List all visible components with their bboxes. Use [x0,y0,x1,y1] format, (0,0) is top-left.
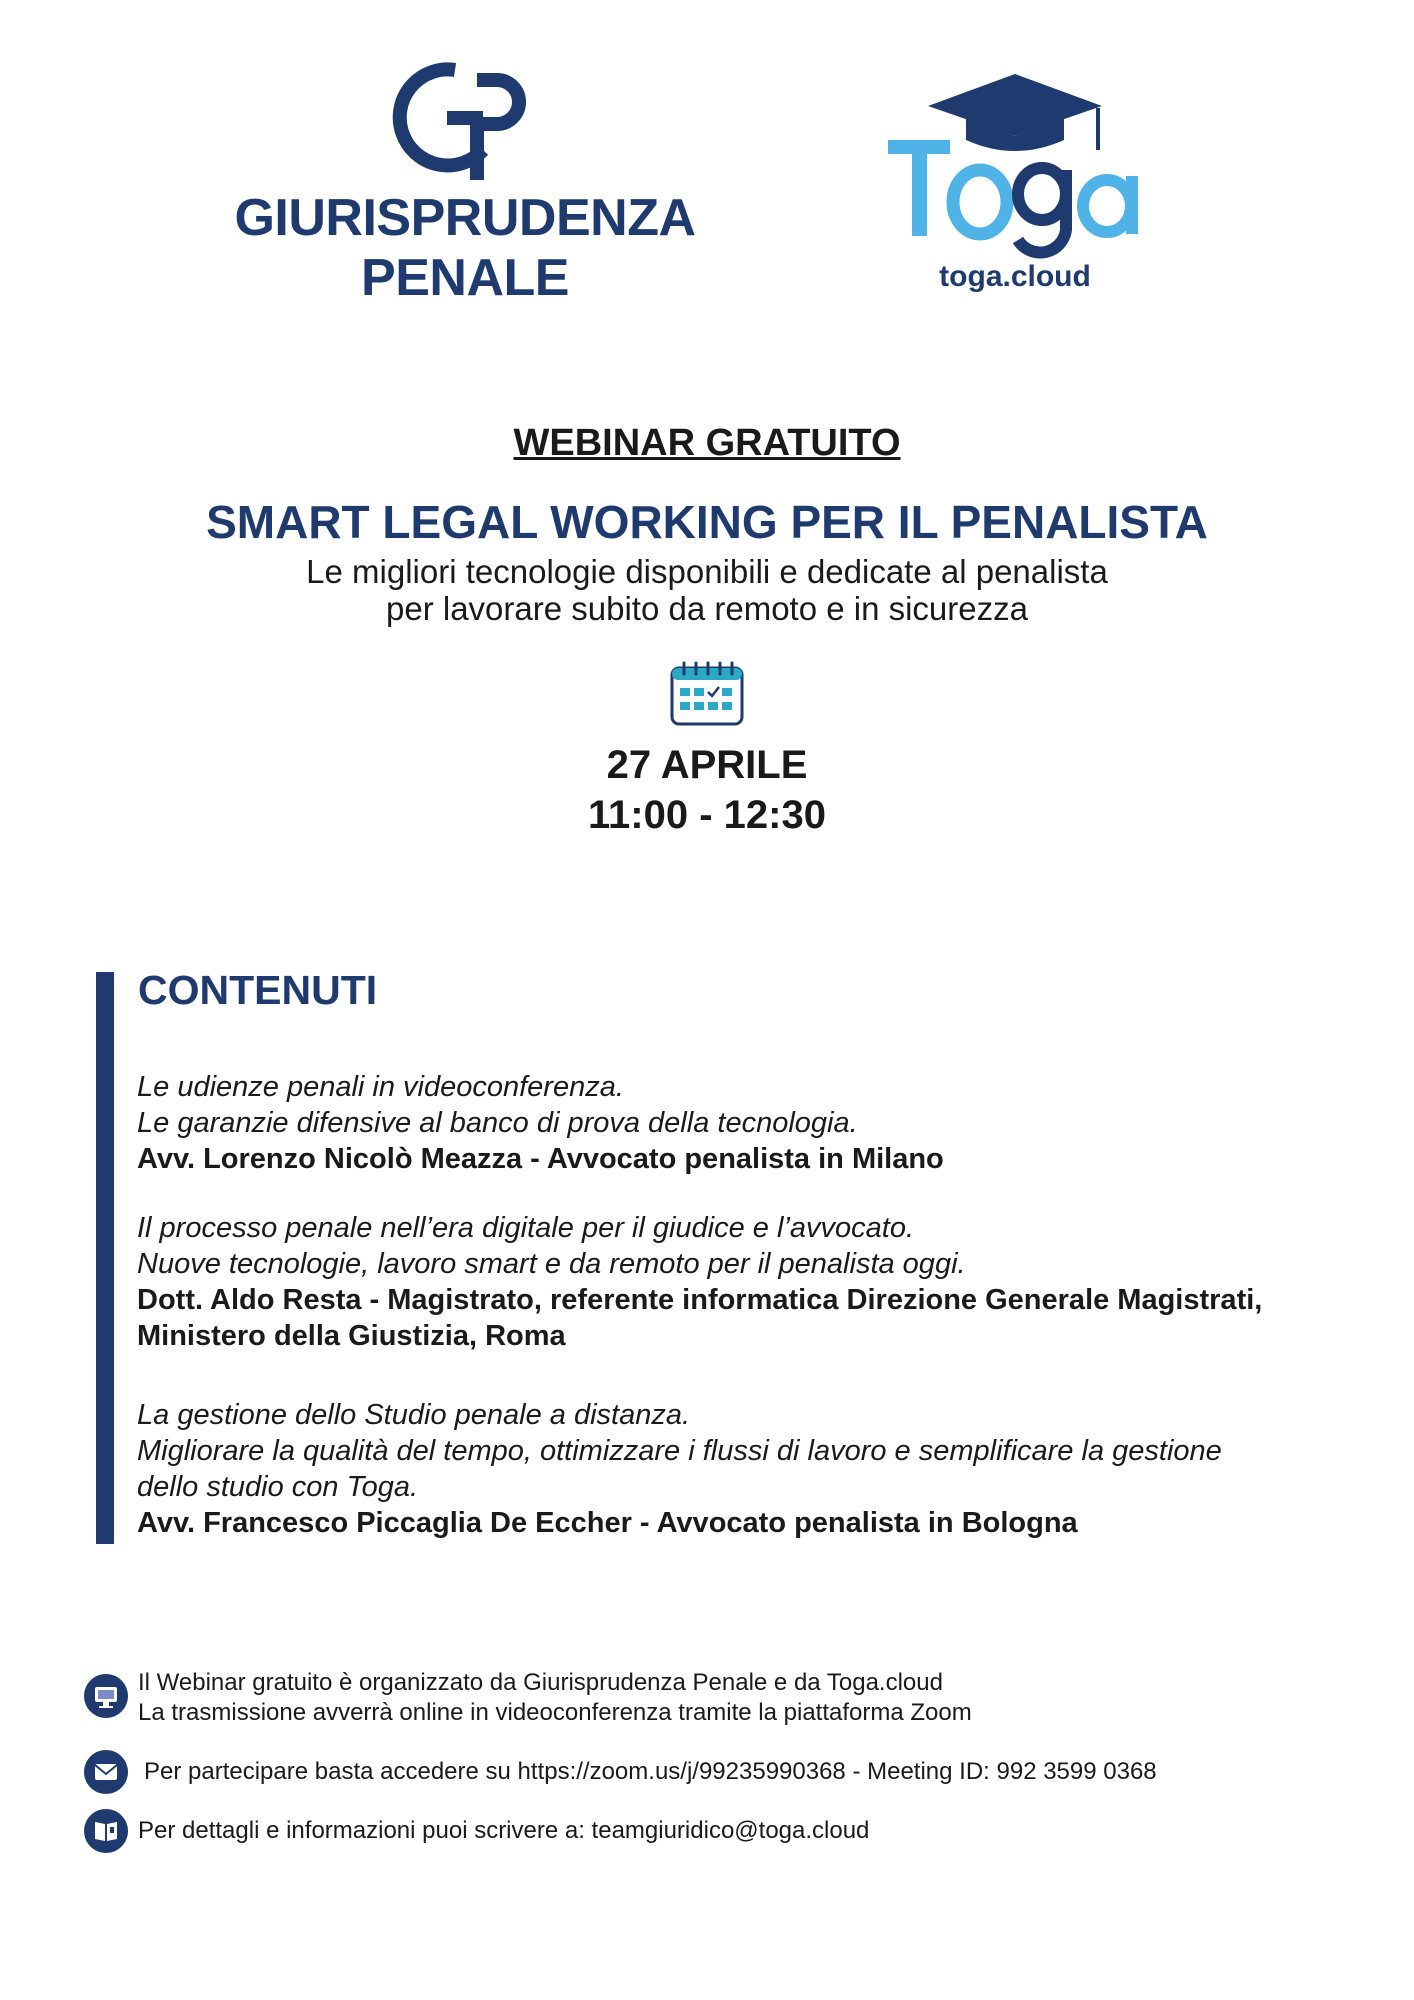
item-2-topic-line-2: Nuove tecnologie, lavoro smart e da remoto per il penalista oggi. [137,1248,966,1280]
book-icon [84,1809,128,1853]
item-3-topic-line-2: Migliorare la qualità del tempo, ottimizzare i flussi di lavoro e semplificare la gestione [137,1435,1222,1467]
monitor-icon [84,1674,128,1718]
section-accent-bar [96,972,114,1544]
subtitle-line-1: Le migliori tecnologie disponibili e dedicate al penalista [306,553,1108,590]
calendar-icon [670,660,744,726]
gp-logo-line2: PENALE [361,249,569,307]
footer-info [138,1668,972,1728]
item-1-topic-line-1: Le udienze penali in videoconferenza. [137,1071,624,1103]
giurisprudenza-penale-logo [225,58,705,308]
item-2-speaker-line-1: Dott. Aldo Resta - Magistrato, referente informatica Direzione Generale Magistrati, [137,1284,1263,1316]
mail-icon [84,1750,128,1794]
content-item-1 [137,1069,1337,1177]
event-time: 11:00 - 12:30 [588,793,826,837]
footer-info-line-2: La trasmissione avverrà online in videoconferenza tramite la piattaforma Zoom [138,1699,972,1726]
item-2-speaker-line-2: Ministero della Giustizia, Roma [137,1320,566,1352]
toga-logo [880,70,1150,310]
event-title: SMART LEGAL WORKING PER IL PENALISTA [206,496,1208,548]
item-3-topic-line-3: dello studio con Toga. [137,1471,419,1503]
gp-logo-line1: GIURISPRUDENZA [234,189,696,247]
subtitle-line-2: per lavorare subito da remoto e in sicurezza [386,590,1028,627]
content-item-2 [137,1210,1337,1354]
webinar-label: WEBINAR GRATUITO [513,422,901,464]
item-2-topic-line-1: Il processo penale nell’era digitale per il giudice e l’avvocato. [137,1212,915,1244]
event-datetime [0,740,1414,840]
gp-monogram-icon [385,58,545,188]
item-3-speaker: Avv. Francesco Piccaglia De Eccher - Avvocato penalista in Bologna [137,1507,1078,1539]
footer-info-line-1: Il Webinar gratuito è organizzato da Giurisprudenza Penale e da Toga.cloud [138,1669,943,1696]
event-date: 27 APRILE [606,743,808,787]
footer-contact: Per dettagli e informazioni puoi scrivere a: teamgiuridico@toga.cloud [138,1817,870,1844]
item-1-topic-line-2: Le garanzie difensive al banco di prova della tecnologia. [137,1107,858,1139]
contenuti-heading: CONTENUTI [138,967,378,1013]
item-3-topic-line-1: La gestione dello Studio penale a distanza. [137,1399,691,1431]
graduation-cap-icon [880,70,1150,260]
footer-zoom-link: Per partecipare basta accedere su https://zoom.us/j/99235990368 - Meeting ID: 992 3599 0368 [144,1758,1157,1785]
event-subtitle [0,553,1414,627]
item-1-speaker: Avv. Lorenzo Nicolò Meazza - Avvocato penalista in Milano [137,1143,944,1175]
toga-url: toga.cloud [939,260,1091,293]
content-item-3 [137,1397,1337,1541]
